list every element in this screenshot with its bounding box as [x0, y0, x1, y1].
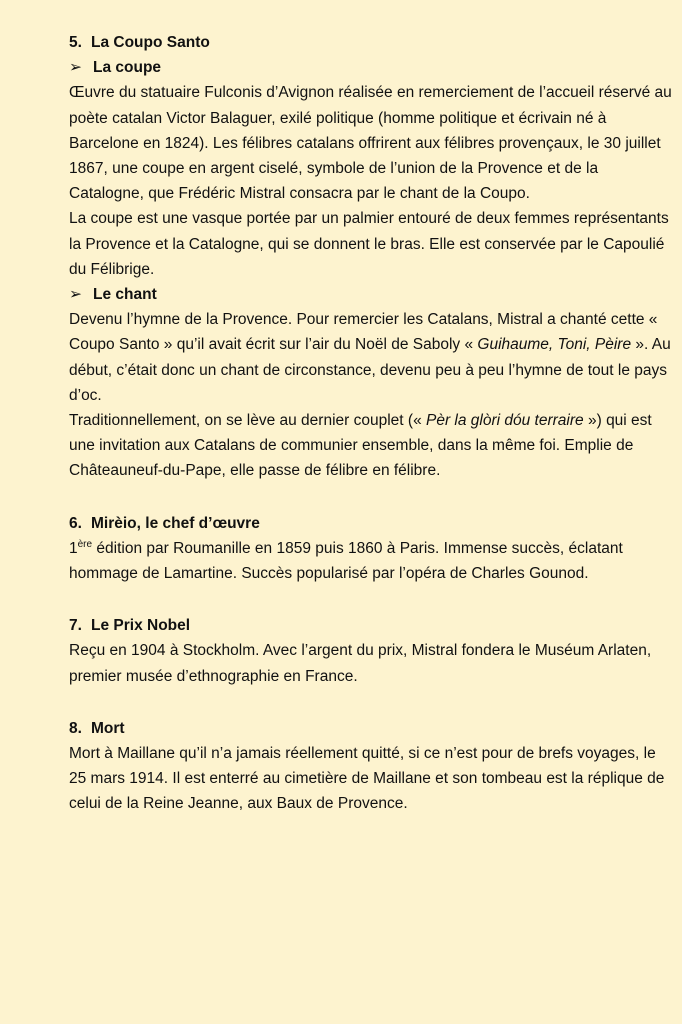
spacer: [69, 484, 676, 511]
section-5-number: 5.: [69, 34, 82, 51]
chant-p1-text-b: ». Au début, c’était donc un chant de circonstance, devenu peu à peu l’hymne de tout le pays d’oc.: [69, 336, 671, 404]
chant-paragraph-2: [69, 408, 676, 484]
section-8-title: Mort: [91, 719, 125, 737]
subsection-coupe-title: La coupe: [93, 59, 162, 77]
arrow-bullet-icon: ➢: [69, 59, 82, 77]
coupe-paragraph-2: La coupe est une vasque portée par un palmier entouré de deux femmes représentants la Provence et la Catalogne, qui se donnent le bras. Elle est conservée par le Capoulié du Félibrige.: [69, 210, 669, 278]
section-7-number: 7.: [69, 617, 82, 635]
section-7-title: Le Prix Nobel: [91, 617, 191, 635]
section-5-heading: [69, 30, 676, 55]
section-8-paragraph: Mort à Maillane qu’il n’a jamais réellement quitté, si ce n’est pour de brefs voyages, le 25 mars 1914. Il est enterré au cimetière de Maillane et son tombeau est la réplique de celui de la Reine Jeanne, aux Baux de Provence.: [69, 745, 665, 813]
section-5-title: La Coupo Santo: [91, 34, 210, 51]
section-8-number: 8.: [69, 719, 82, 737]
spacer: [69, 689, 676, 716]
subsection-chant-title: Le chant: [93, 286, 157, 304]
subsection-chant-heading: [69, 282, 676, 307]
chant-paragraph-1: [69, 307, 676, 408]
edition-number: 1: [69, 539, 78, 557]
chant-p1-text-a: Devenu l’hymne de la Provence. Pour remercier les Catalans, Mistral a chanté cette « Coupo Santo » qu’il avait écrit sur l’air du Noël de Saboly «: [69, 311, 658, 354]
edition-ordinal-sup: ère: [77, 538, 93, 550]
section-6-heading: [69, 511, 676, 536]
spacer: [69, 586, 676, 613]
section-8-heading: [69, 716, 676, 741]
chant-p2-text-a: Traditionnellement, on se lève au dernier couplet («: [69, 412, 426, 430]
coupe-paragraph-1: Œuvre du statuaire Fulconis d’Avignon réalisée en remerciement de l’accueil réservé au poète catalan Victor Balaguer, exilé politique (homme politique et écrivain né à Barcelone en 1824). Les félibres catalans offrirent aux félibres provençaux, le 30 juillet 1867, une coupe en argent ciselé, symbole de l’union de la Provence et de la Catalogne, que Frédéric Mistral consacra par le chant de la Coupo.: [69, 84, 672, 203]
section-6-number: 6.: [69, 514, 82, 532]
chant-p2-text-b: ») qui est une invitation aux Catalans de communier ensemble, dans la même foi. Emplie de Châteauneuf-du-Pape, elle passe de félibre en félibre.: [69, 412, 652, 480]
subsection-coupe-heading: [69, 55, 676, 80]
section-6-text: édition par Roumanille en 1859 puis 1860 à Paris. Immense succès, éclatant hommage de Lamartine. Succès popularisé par l’opéra de Charles Gounod.: [69, 539, 623, 583]
section-7-heading: [69, 613, 676, 638]
chant-p1-title-italic: Guihaume, Toni, Pèire: [477, 336, 632, 354]
section-7-paragraph: Reçu en 1904 à Stockholm. Avec l’argent du prix, Mistral fondera le Muséum Arlaten, premier musée d’ethnographie en France.: [69, 642, 652, 685]
chant-p2-verse-italic: Pèr la glòri dóu terraire: [426, 412, 584, 430]
section-6-title: Mirèio, le chef d’œuvre: [91, 514, 260, 532]
arrow-bullet-icon: ➢: [69, 286, 82, 304]
section-6-paragraph: [69, 536, 676, 586]
